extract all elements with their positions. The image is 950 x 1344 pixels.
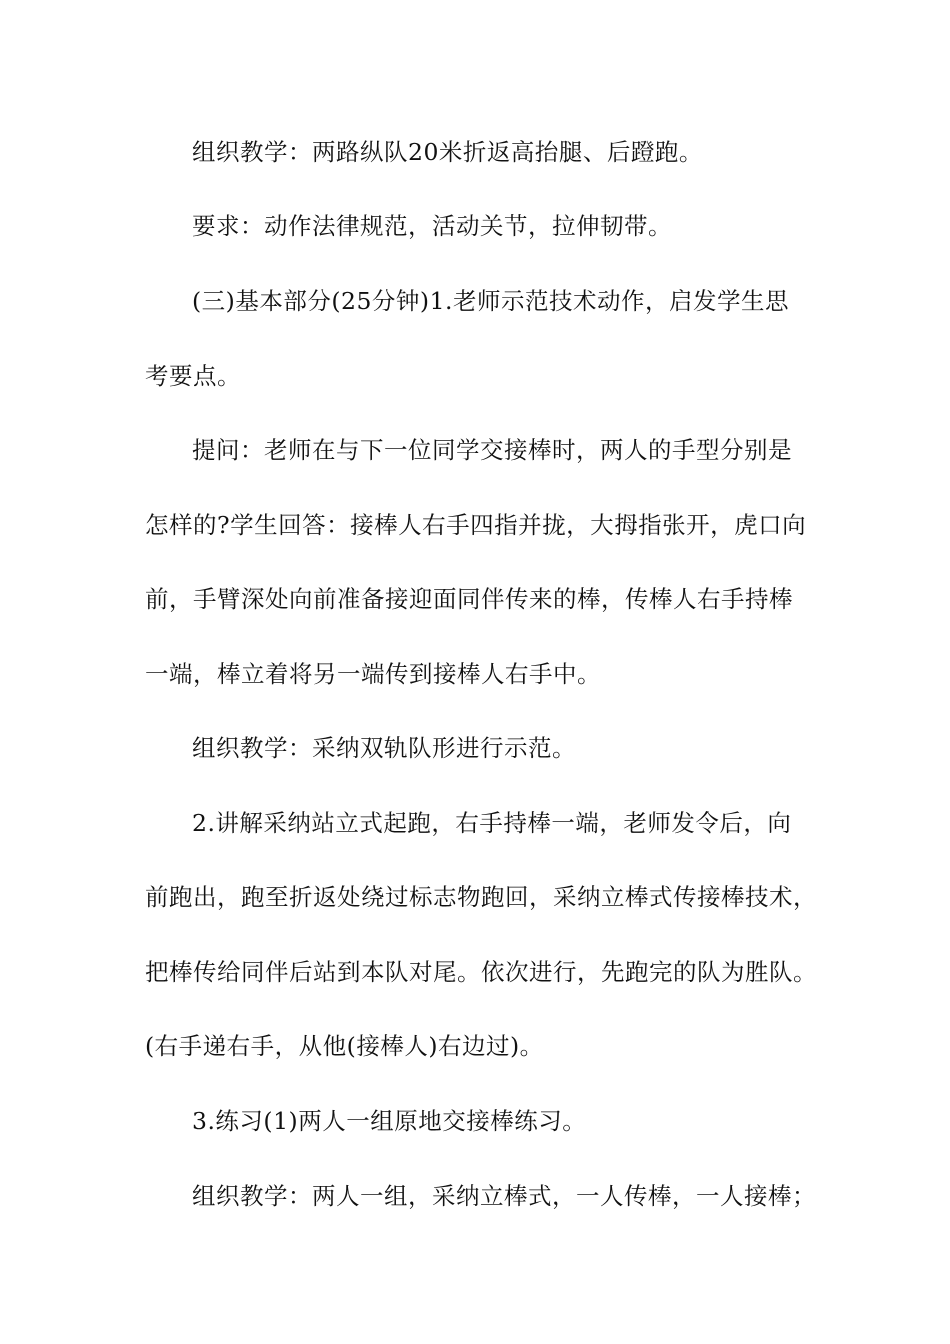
paragraph-line: 怎样的?学生回答：接棒人右手四指并拢，大拇指张开，虎口向 [145,511,807,539]
paragraph-line: 提问：老师在与下一位同学交接棒时，两人的手型分别是 [192,436,792,464]
paragraph-line: 3.练习(1)两人一组原地交接棒练习。 [192,1107,587,1135]
paragraph-line: 组织教学：采纳双轨队形进行示范。 [192,734,576,762]
paragraph-line: (右手递右手，从他(接棒人)右边过)。 [145,1032,544,1060]
paragraph-line: 2.讲解采纳站立式起跑，右手持棒一端，老师发令后，向 [192,809,792,837]
paragraph-line: 前跑出，跑至折返处绕过标志物跑回，采纳立棒式传接棒技术， [145,883,817,911]
paragraph-line: 考要点。 [145,362,241,390]
paragraph-line: 前，手臂深处向前准备接迎面同伴传来的棒，传棒人右手持棒 [145,585,793,613]
paragraph-line: 把棒传给同伴后站到本队对尾。依次进行，先跑完的队为胜队。 [145,958,817,986]
paragraph-line: 一端，棒立着将另一端传到接棒人右手中。 [145,660,601,688]
paragraph-line: 组织教学：两路纵队20米折返高抬腿、后蹬跑。 [192,138,703,166]
paragraph-line: 要求：动作法律规范，活动关节，拉伸韧带。 [192,212,672,240]
paragraph-line: (三)基本部分(25分钟)1.老师示范技术动作，启发学生思 [192,287,789,315]
paragraph-line: 组织教学：两人一组，采纳立棒式，一人传棒，一人接棒； [192,1182,816,1210]
